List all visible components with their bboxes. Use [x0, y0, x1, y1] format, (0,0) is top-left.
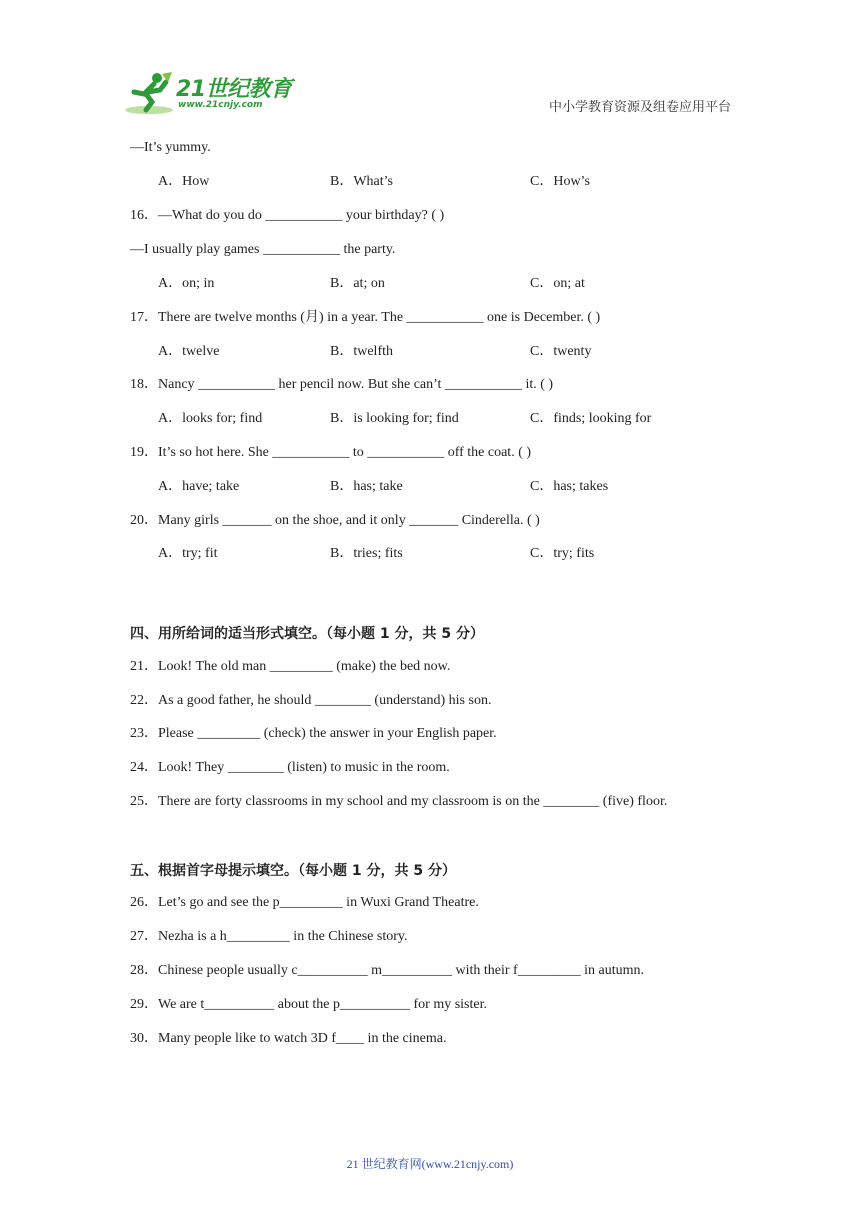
footer-link[interactable]: 21 世纪教育网(www.21cnjy.com) — [346, 1157, 514, 1171]
platform-title: 中小学教育资源及组卷应用平台 — [549, 100, 732, 115]
option-c: C．finds; looking for — [530, 411, 652, 426]
question-29: 29．We are t__________ about the p__________ for my sister. — [130, 997, 487, 1012]
question-20: 20．Many girls _______ on the shoe, and it only _______ Cinderella. ( ) — [130, 513, 540, 528]
question-19: 19．It’s so hot here. She ___________ to ___________ off the coat. ( ) — [130, 445, 532, 460]
question-17: 17．There are twelve months (月) in a year. The ___________ one is December. ( ) — [130, 310, 601, 325]
option-a: A．twelve — [158, 344, 220, 359]
answer-line: —It’s yummy. — [130, 140, 211, 155]
option-b: B．What’s — [330, 174, 393, 189]
option-a: A．looks for; find — [158, 411, 263, 426]
runner-logo-icon — [124, 70, 174, 116]
option-a: A．have; take — [158, 479, 240, 494]
question-26: 26．Let’s go and see the p_________ in Wuxi Grand Theatre. — [130, 895, 479, 910]
option-c: C．has; takes — [530, 479, 609, 494]
option-a: A．on; in — [158, 276, 215, 291]
question-25: 25．There are forty classrooms in my school and my classroom is on the ________ (five) floor. — [130, 794, 668, 809]
question-16-line2: —I usually play games ___________ the party. — [130, 242, 396, 257]
question-28: 28．Chinese people usually c__________ m__________ with their f_________ in autumn. — [130, 963, 645, 978]
option-c: C．on; at — [530, 276, 585, 291]
question-22: 22．As a good father, he should ________ (understand) his son. — [130, 693, 492, 708]
option-c: C．twenty — [530, 344, 592, 359]
question-24: 24．Look! They ________ (listen) to music in the room. — [130, 760, 450, 775]
question-30: 30．Many people like to watch 3D f____ in the cinema. — [130, 1031, 447, 1046]
option-b: B．tries; fits — [330, 546, 403, 561]
option-c: C．How’s — [530, 174, 590, 189]
option-b: B．at; on — [330, 276, 385, 291]
option-c: C．try; fits — [530, 546, 595, 561]
question-27: 27．Nezha is a h_________ in the Chinese story. — [130, 929, 408, 944]
option-a: A．How — [158, 174, 210, 189]
question-21: 21．Look! The old man _________ (make) the bed now. — [130, 659, 451, 674]
site-logo — [124, 70, 294, 118]
logo-url: www.21cnjy.com — [178, 100, 263, 110]
logo-text: 21世纪教育 — [176, 77, 292, 102]
option-b: B．is looking for; find — [330, 411, 459, 426]
option-b: B．has; take — [330, 479, 403, 494]
question-18: 18．Nancy ___________ her pencil now. But she can’t ___________ it. ( ) — [130, 377, 554, 392]
option-a: A．try; fit — [158, 546, 218, 561]
section-4-title: 四、用所给词的适当形式填空。（每小题 1 分，共 5 分） — [130, 626, 484, 642]
section-5-title: 五、根据首字母提示填空。（每小题 1 分，共 5 分） — [130, 863, 456, 879]
option-b: B．twelfth — [330, 344, 393, 359]
question-16: 16．—What do you do ___________ your birthday? ( ) — [130, 208, 445, 223]
question-23: 23．Please _________ (check) the answer in your English paper. — [130, 726, 497, 741]
